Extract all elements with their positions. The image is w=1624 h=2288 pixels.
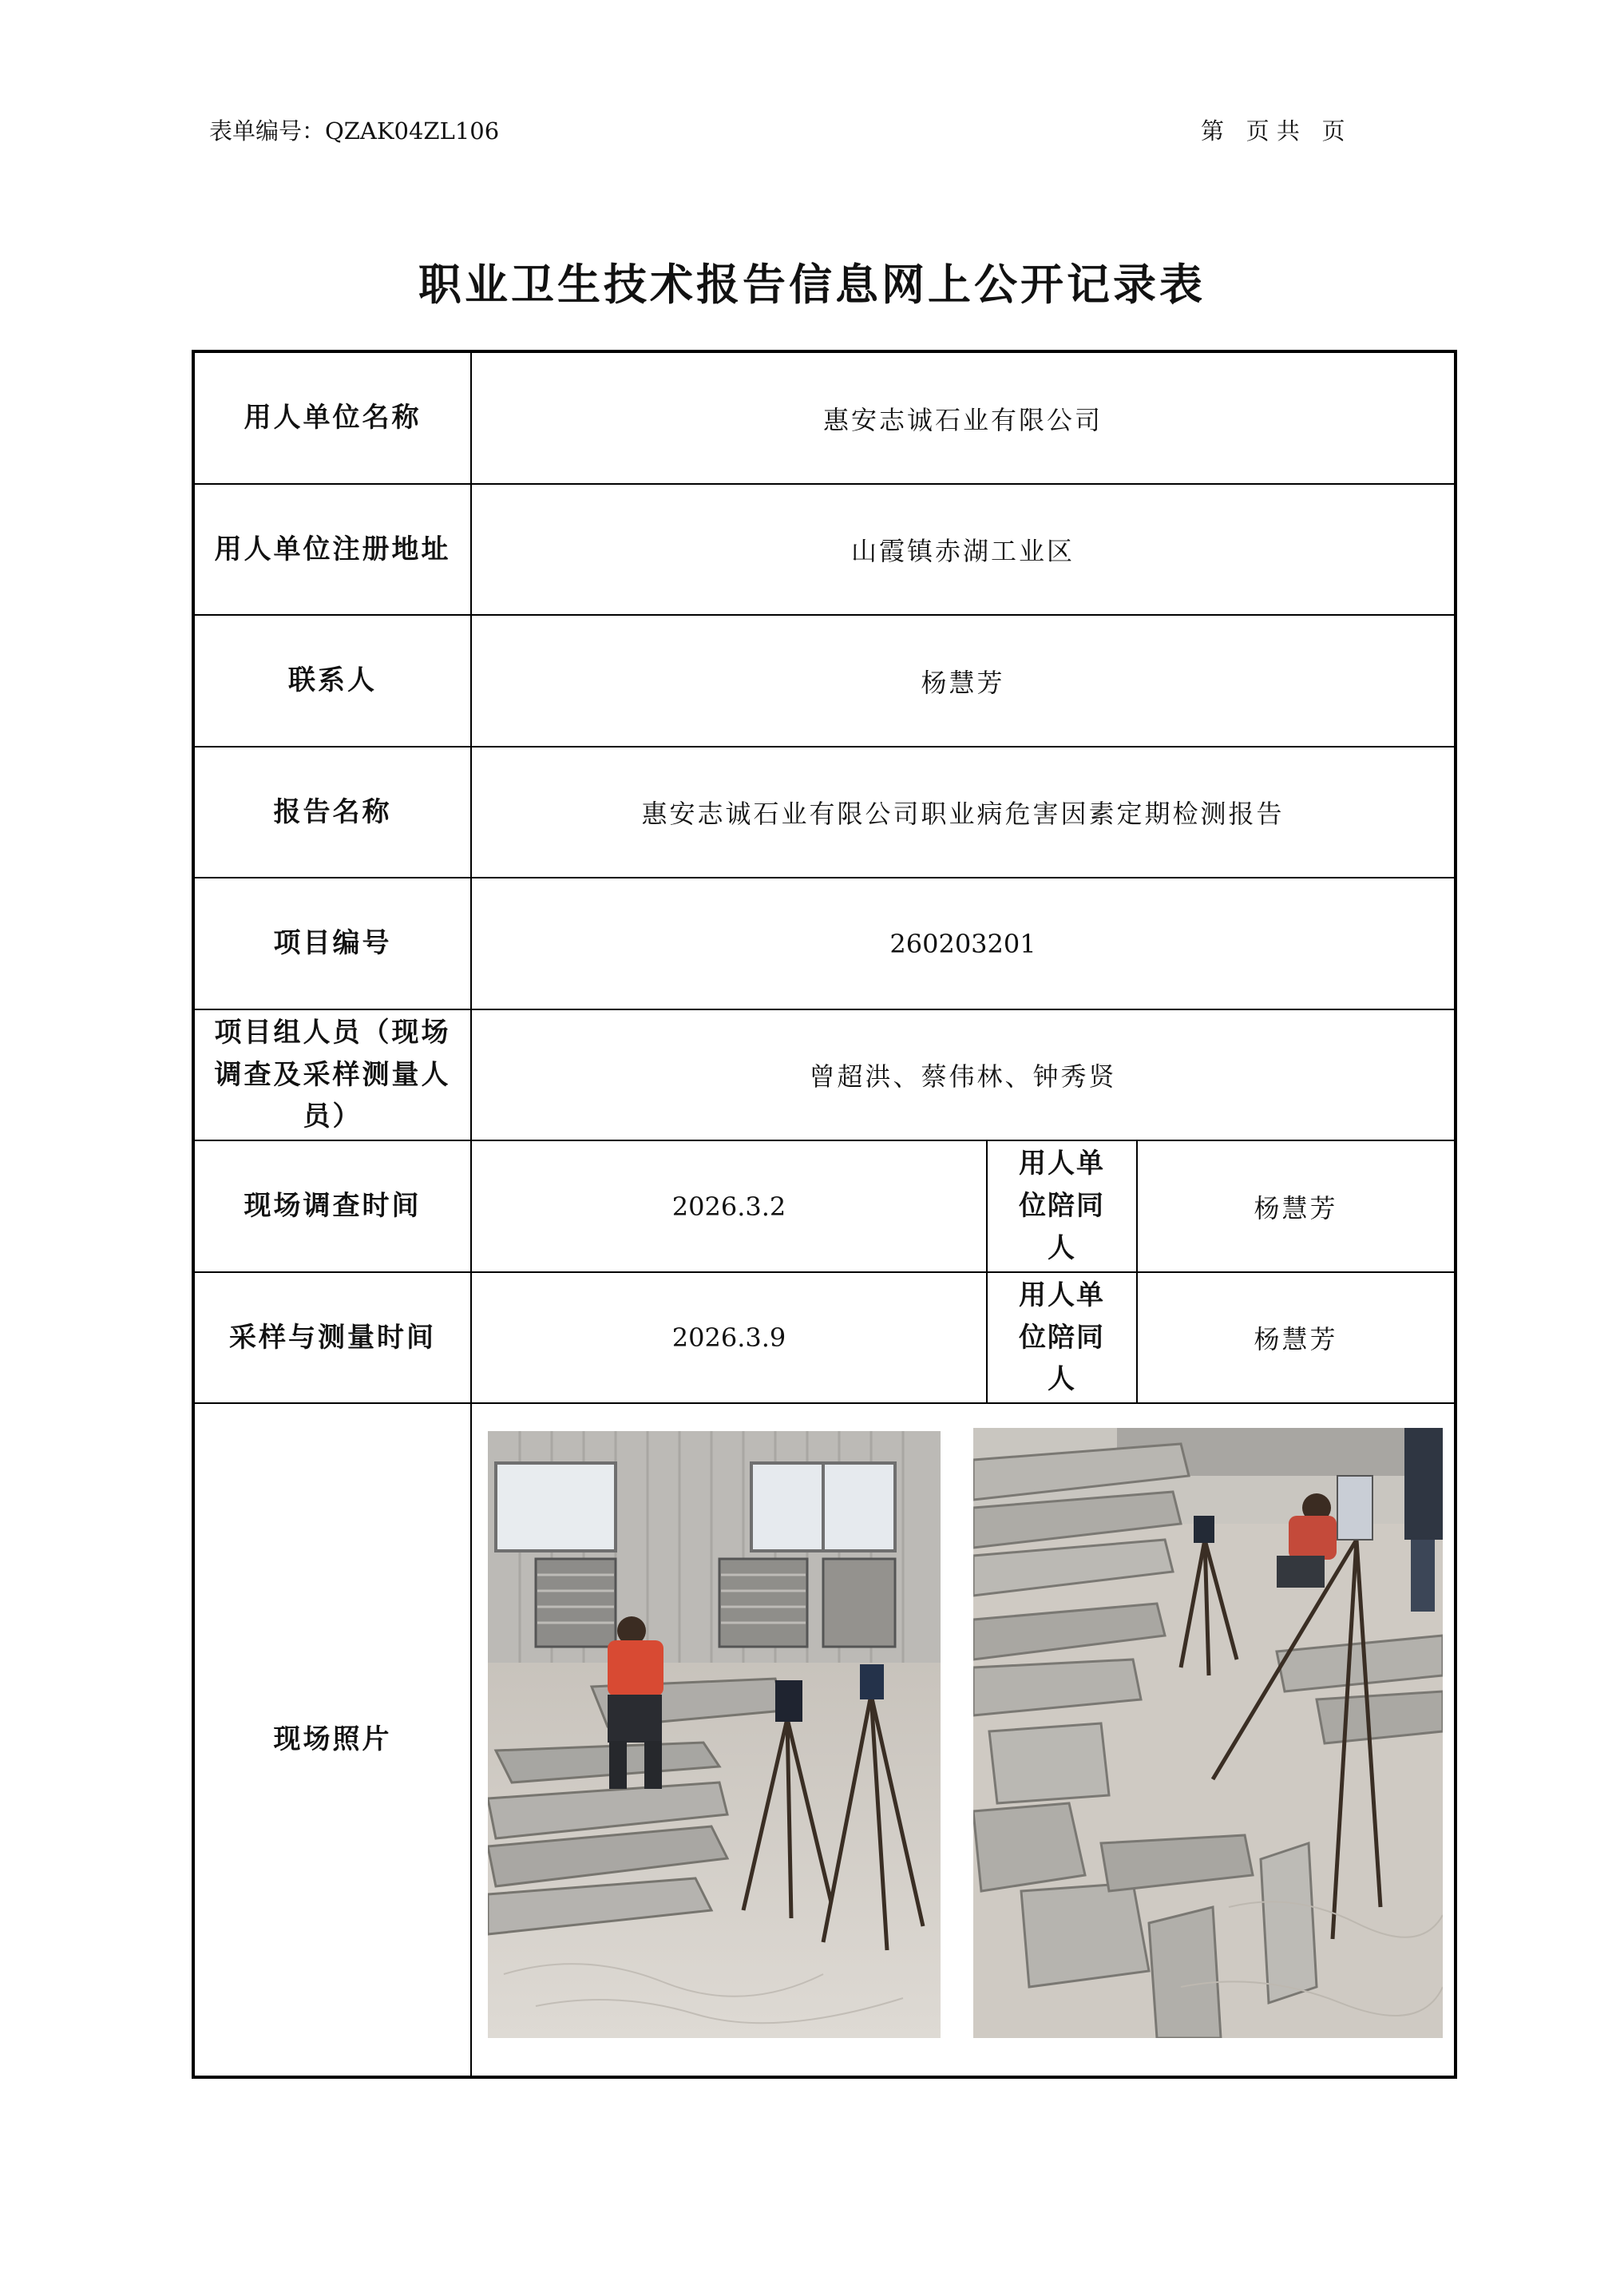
value-employer-address: 山霞镇赤湖工业区 [850,536,1075,566]
row-contact [195,616,1454,747]
row-sampling-time [195,1273,1454,1404]
value-survey-time: 2026.3.2 [472,1141,988,1271]
site-photo-2-image [973,1428,1443,2038]
row-survey-time [195,1141,1454,1273]
site-photo-2 [973,1428,1443,2038]
value-sampling-escort: 杨慧芳 [1254,1324,1338,1354]
label-site-photos: 现场照片 [195,1404,472,2076]
label-employer-name: 用人单位名称 [195,353,472,483]
value-report-name: 惠安志诚石业有限公司职业病危害因素定期检测报告 [641,799,1285,829]
value-contact: 杨慧芳 [921,667,1005,698]
label-survey-escort: 用人单位陪同人 [988,1141,1138,1271]
label-sampling-escort: 用人单位陪同人 [988,1273,1138,1402]
value-survey-escort: 杨慧芳 [1254,1192,1338,1223]
label-sampling-time: 采样与测量时间 [195,1273,472,1402]
row-report-name [195,747,1454,878]
document-title: 职业卫生技术报告信息网上公开记录表 [418,259,1206,310]
page-count: 第 页 共 页 [1201,117,1345,145]
label-project-number: 项目编号 [195,878,472,1009]
site-photo-1-image [488,1431,941,2038]
row-site-photos [195,1404,1454,2076]
value-employer-name: 惠安志诚石业有限公司 [822,404,1103,435]
row-project-number [195,878,1454,1010]
label-survey-time: 现场调查时间 [195,1141,472,1271]
row-team-members [195,1010,1454,1141]
value-team-members: 曾超洪、蔡伟林、钟秀贤 [809,1061,1117,1092]
form-code: 表单编号：QZAK04ZL106 [209,117,500,145]
label-employer-address: 用人单位注册地址 [195,485,472,614]
value-sampling-time: 2026.3.9 [472,1273,988,1402]
label-contact: 联系人 [195,616,472,746]
site-photo-1 [488,1431,941,2038]
label-team-members: 项目组人员（现场调查及采样测量人员） [195,1010,472,1140]
record-table [192,350,1457,2079]
row-employer-name [195,353,1454,485]
label-report-name: 报告名称 [195,747,472,877]
value-project-number: 260203201 [889,928,1036,959]
row-employer-address [195,485,1454,616]
